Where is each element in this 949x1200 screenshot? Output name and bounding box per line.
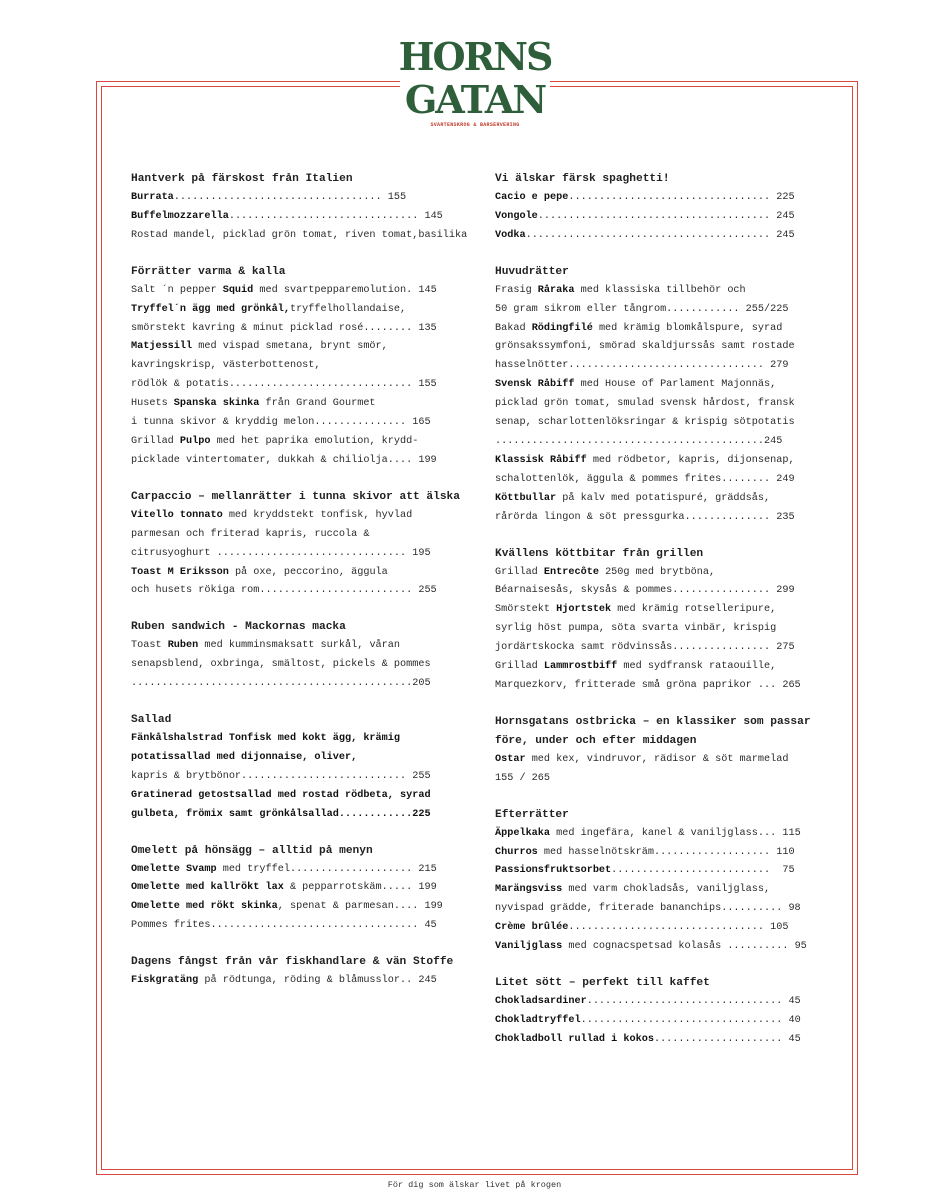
dish-text: schalottenlök, äggula & pommes frites........ 249 xyxy=(495,473,795,485)
dish-text: hasselnötter................................ 279 xyxy=(495,360,789,372)
dish-name: Maräng xyxy=(495,884,532,896)
dish-text: Grillad xyxy=(495,661,544,673)
dish-text: ................................. 225 xyxy=(568,192,795,203)
menu-line xyxy=(495,770,825,789)
logo-wordmark xyxy=(398,30,552,122)
dish-name: Ostar xyxy=(495,753,526,765)
menu-line xyxy=(495,620,825,639)
section-heading: Hantverk på färskost från Italien xyxy=(131,173,353,185)
menu-section xyxy=(495,806,825,957)
dish-text: Rostad mandel, picklad grön tomat, riven tomat,basilika xyxy=(131,229,468,241)
menu-line xyxy=(131,564,461,583)
menu-line xyxy=(131,227,468,246)
menu-line xyxy=(131,376,461,395)
menu-line xyxy=(495,862,825,881)
dish-name: Chokladsardiner xyxy=(495,996,587,1007)
dish-text: Pommes frites.................................. 45 xyxy=(131,920,437,932)
dish-text: nyvispad grädde, friterade bananchips.......... 98 xyxy=(495,903,801,915)
section-heading: Förrätter varma & kalla xyxy=(131,265,286,278)
dish-name: Cacio e pepe xyxy=(495,192,569,203)
menu-line xyxy=(131,768,461,787)
dish-text: med sydfransk rataouille, xyxy=(617,661,777,673)
dish-text: picklade vintertomater, dukkah & chiliolja.... 199 xyxy=(131,454,437,466)
dish-text: ..............................................205 xyxy=(131,678,431,690)
menu-section xyxy=(495,170,825,246)
dish-text: Frasig xyxy=(495,284,538,296)
dish-text: , spenat & parmesan.... 199 xyxy=(277,901,443,913)
dish-name: Ruben xyxy=(167,640,199,652)
footer-slogan: För dig som älskar livet på krogen xyxy=(387,1180,562,1190)
menu-section xyxy=(495,263,825,528)
menu-line xyxy=(131,526,461,545)
dish-name: Fiskgratäng xyxy=(131,975,199,987)
dish-text: ............................... 145 xyxy=(228,210,443,222)
dish-text: Grillad xyxy=(131,435,180,447)
dish-name: Hjortstek xyxy=(556,604,612,616)
dish-text: .................................. 155 xyxy=(173,192,407,203)
menu-line xyxy=(131,675,461,694)
dish-text: med varm chokladsås, vaniljglass, xyxy=(562,884,771,896)
menu-section xyxy=(131,842,461,937)
dish-text: senapsblend, oxbringa, smältost, pickels & pommes xyxy=(131,659,431,671)
menu-line xyxy=(131,189,461,208)
menu-line xyxy=(131,861,461,880)
menu-line xyxy=(131,338,461,357)
dish-text: på rödtunga, röding & blåmusslor.. 245 xyxy=(198,975,437,987)
dish-text: med rödbetor, kapris, dijonsenap, xyxy=(586,454,795,466)
menu-line xyxy=(131,208,461,227)
section-heading: Ruben sandwich - Mackornas macka xyxy=(131,621,346,634)
dish-name: Lammrostbiff xyxy=(543,661,618,673)
menu-line xyxy=(131,320,461,339)
dish-text: med krämig rotselleripure, xyxy=(611,604,777,616)
dish-name: Vitello tonnato xyxy=(131,509,223,521)
dish-text: med krämig blomkålspure, syrad xyxy=(592,322,783,334)
menu-line xyxy=(495,509,825,528)
restaurant-logo xyxy=(400,30,550,135)
menu-line xyxy=(131,749,461,768)
menu-section xyxy=(131,711,461,825)
dish-text: 155 / 265 xyxy=(495,772,551,784)
menu-line xyxy=(495,658,825,677)
section-heading: Dagens fångst från vår fiskhandlare & vän Stoffe xyxy=(131,956,454,969)
menu-section xyxy=(131,170,468,246)
menu-line xyxy=(131,582,461,601)
menu-line xyxy=(495,395,825,414)
dish-name: Svensk Råbiff xyxy=(495,379,575,391)
menu-line xyxy=(495,338,825,357)
menu-line xyxy=(495,471,825,490)
menu-line xyxy=(495,844,825,863)
dish-name: Buffelmozzarella xyxy=(131,210,229,222)
dish-text: smörstekt kavring & minut picklad rosé........ 135 xyxy=(131,322,437,334)
section-heading: Efterrätter xyxy=(495,808,569,821)
menu-section xyxy=(131,953,461,991)
menu-line xyxy=(495,357,825,376)
svg-text:GATAN: GATAN xyxy=(404,77,546,122)
menu-line xyxy=(495,208,825,227)
menu-line xyxy=(495,452,825,471)
dish-text: ..................... 45 xyxy=(653,1033,801,1045)
dish-text: med hasselnötskräm................... 110 xyxy=(537,846,795,858)
section-heading: Carpaccio – mellanrätter i tunna skivor att älska xyxy=(131,490,460,503)
dish-name: Omelette med rökt skinka xyxy=(131,901,278,913)
section-heading: Huvudrätter xyxy=(495,265,569,278)
dish-name: Toast M Eriksson xyxy=(131,566,229,578)
dish-text: på kalv med potatispuré, gräddsås, xyxy=(556,492,771,504)
dish-name: Matjessill xyxy=(131,341,193,353)
logo-tagline: SVARTENSKROG & BARSERVERING xyxy=(430,122,520,128)
dish-text: parmesan och friterad kapris, ruccola & xyxy=(131,528,370,540)
dish-name: Gratinerad getostsallad med rostad rödbeta, syrad xyxy=(131,789,431,801)
dish-text: jordärtskocka samt rödvinssås................ 275 xyxy=(495,642,795,654)
dish-text: Salt ´n pepper xyxy=(131,284,223,296)
dish-name: Omelette med kallrökt lax xyxy=(131,882,284,894)
menu-line xyxy=(495,301,825,320)
dish-name: Passionsfruktsorbet xyxy=(495,865,612,877)
section-heading: Sallad xyxy=(131,714,172,727)
dish-text: med ingefära, kanel & vaniljglass... 115 xyxy=(550,827,801,839)
dish-text: med House of Parlament Majonnäs, xyxy=(574,379,777,391)
menu-line xyxy=(495,993,825,1012)
menu-line xyxy=(131,414,461,433)
dish-name: sviss xyxy=(531,884,563,896)
dish-text: ................................. 40 xyxy=(580,1014,801,1026)
menu-column-left xyxy=(131,170,468,1008)
dish-name: gulbeta, frömix samt grönkålsallad............225 xyxy=(131,808,431,820)
dish-text: med svartpepparemolution. 145 xyxy=(253,284,437,296)
menu-line xyxy=(495,1031,825,1050)
menu-line xyxy=(495,881,825,900)
menu-section xyxy=(495,974,825,1050)
dish-text: picklad grön tomat, smulad svensk hårdost, fransk xyxy=(495,398,795,410)
dish-text: ............................................245 xyxy=(495,435,783,447)
menu-line xyxy=(495,919,825,938)
menu-line xyxy=(131,806,461,825)
dish-text: ................................ 45 xyxy=(586,996,801,1007)
dish-text: Toast xyxy=(131,640,168,652)
dish-text: ...................................... 245 xyxy=(537,210,795,222)
dish-name: Äppelkaka xyxy=(495,827,551,839)
dish-text: Grillad xyxy=(495,566,544,578)
dish-text: Marquezkorv, fritterade små gröna paprikor ... 265 xyxy=(495,679,801,691)
menu-line xyxy=(131,452,461,471)
dish-text: kapris & brytbönor........................... 255 xyxy=(131,770,431,782)
menu-line xyxy=(495,433,825,452)
menu-section xyxy=(495,713,825,789)
section-heading: Hornsgatans ostbricka – en klassiker som passar före, under och efter middagen xyxy=(495,715,811,747)
menu-line xyxy=(131,787,461,806)
menu-line xyxy=(131,637,461,656)
menu-line xyxy=(495,751,825,770)
dish-text: på oxe, peccorino, äggula xyxy=(228,566,388,578)
menu-line xyxy=(131,879,461,898)
dish-name: Burrata xyxy=(131,192,174,203)
section-heading: Litet sött – perfekt till kaffet xyxy=(495,977,710,989)
dish-name: Omelette Svamp xyxy=(131,863,217,875)
dish-text: rödlök & potatis.............................. 155 xyxy=(131,379,437,391)
section-heading: Omelett på hönsägg – alltid på menyn xyxy=(131,844,373,857)
menu-section xyxy=(131,488,461,602)
svg-text:HORNS: HORNS xyxy=(398,34,552,79)
dish-name: Entrecôte xyxy=(543,566,599,578)
dish-name: Crème brûlée xyxy=(495,922,569,934)
menu-line xyxy=(495,189,825,208)
menu-line xyxy=(131,301,461,320)
dish-text: och husets rökiga rom......................... 255 xyxy=(131,585,437,597)
menu-line xyxy=(131,917,461,936)
dish-text: tryffelhollandaise, xyxy=(289,303,407,315)
dish-name: Tryffel´n ägg med grönkål, xyxy=(131,303,290,315)
dish-name: Vodka xyxy=(495,229,526,241)
menu-section xyxy=(131,618,461,694)
dish-text: 50 gram sikrom eller tångrom............ 255/225 xyxy=(495,303,789,315)
dish-name: Vaniljglass xyxy=(495,941,563,953)
dish-text: med kex, vindruvor, rädisor & söt marmelad xyxy=(525,753,789,765)
dish-name: Råraka xyxy=(537,284,575,296)
dish-text: med kryddstekt tonfisk, hyvlad xyxy=(222,509,413,521)
menu-line xyxy=(131,507,461,526)
dish-text: kavringskrisp, västerbottenost, xyxy=(131,360,321,372)
dish-text: & pepparrotskäm..... 199 xyxy=(283,882,437,894)
dish-name: Klassisk Råbiff xyxy=(495,454,587,466)
dish-name: Spanska skinka xyxy=(173,398,260,410)
dish-text: syrlig höst pumpa, söta svarta vinbär, krispig xyxy=(495,623,777,635)
dish-text: med het paprika emolution, krydd- xyxy=(210,435,419,447)
dish-name: Churros xyxy=(495,846,538,858)
menu-line xyxy=(131,357,461,376)
dish-text: Bakad xyxy=(495,322,532,334)
menu-line xyxy=(495,825,825,844)
dish-text: med vispad smetana, brynt smör, xyxy=(192,341,388,353)
menu-line xyxy=(495,938,825,957)
dish-name: Chokladboll rullad i kokos xyxy=(495,1033,654,1045)
dish-text: Husets xyxy=(131,398,174,410)
dish-name: Köttbullar xyxy=(495,492,557,504)
dish-text: Smörstekt xyxy=(495,604,557,616)
menu-line xyxy=(131,433,461,452)
dish-text: .......................... 75 xyxy=(611,865,795,877)
menu-line xyxy=(131,656,461,675)
menu-column-right xyxy=(495,170,825,1067)
menu-line xyxy=(495,601,825,620)
menu-section xyxy=(495,545,825,696)
dish-name: Pulpo xyxy=(179,435,211,447)
dish-text: från Grand Gourmet xyxy=(259,398,376,410)
menu-line xyxy=(495,677,825,696)
dish-name: Fänkålshalstrad Tonfisk med kokt ägg, krämig xyxy=(131,733,400,745)
dish-text: i tunna skivor & kryddig melon............... 165 xyxy=(131,417,431,429)
dish-text: ........................................ 245 xyxy=(525,229,795,241)
dish-text: grönsakssymfoni, smörad skaldjurssås samt rostade xyxy=(495,341,795,353)
menu-line xyxy=(495,490,825,509)
menu-line xyxy=(131,545,461,564)
dish-text: 250g med brytböna, xyxy=(598,566,716,578)
dish-text: ................................ 105 xyxy=(568,922,789,934)
menu-line xyxy=(131,730,461,749)
menu-line xyxy=(495,564,825,583)
menu-line xyxy=(495,414,825,433)
dish-name: Vongole xyxy=(495,210,538,222)
dish-text: rårörda lingon & söt pressgurka.............. 235 xyxy=(495,511,795,523)
menu-line xyxy=(495,320,825,339)
dish-text: med cognacspetsad kolasås .......... 95 xyxy=(562,941,807,953)
dish-name: Chokladtryffel xyxy=(495,1014,581,1026)
menu-line xyxy=(495,639,825,658)
dish-text: med tryffel.................... 215 xyxy=(216,863,437,875)
menu-line xyxy=(495,227,825,246)
menu-line xyxy=(495,282,825,301)
menu-line xyxy=(131,282,461,301)
section-heading: Vi älskar färsk spaghetti! xyxy=(495,173,670,185)
dish-text: senap, scharlottenlöksringar & krispig sötpotatis xyxy=(495,417,795,429)
menu-line xyxy=(495,582,825,601)
dish-text: med kumminsmaksatt surkål, våran xyxy=(198,640,401,652)
menu-line xyxy=(131,898,461,917)
dish-name: Rödingfilé xyxy=(531,322,593,334)
menu-line xyxy=(495,1012,825,1031)
dish-text: Béarnaisesås, skysås & pommes................ 299 xyxy=(495,585,795,597)
section-heading: Kvällens köttbitar från grillen xyxy=(495,547,704,560)
menu-line xyxy=(131,395,461,414)
dish-text: med klassiska tillbehör och xyxy=(574,284,746,296)
menu-line xyxy=(131,972,461,991)
dish-name: potatissallad med dijonnaise, oliver, xyxy=(131,751,358,763)
dish-name: Squid xyxy=(222,284,254,296)
menu-line xyxy=(495,376,825,395)
menu-section xyxy=(131,263,461,471)
menu-line xyxy=(495,900,825,919)
dish-text: citrusyoghurt ............................... 195 xyxy=(131,547,431,559)
